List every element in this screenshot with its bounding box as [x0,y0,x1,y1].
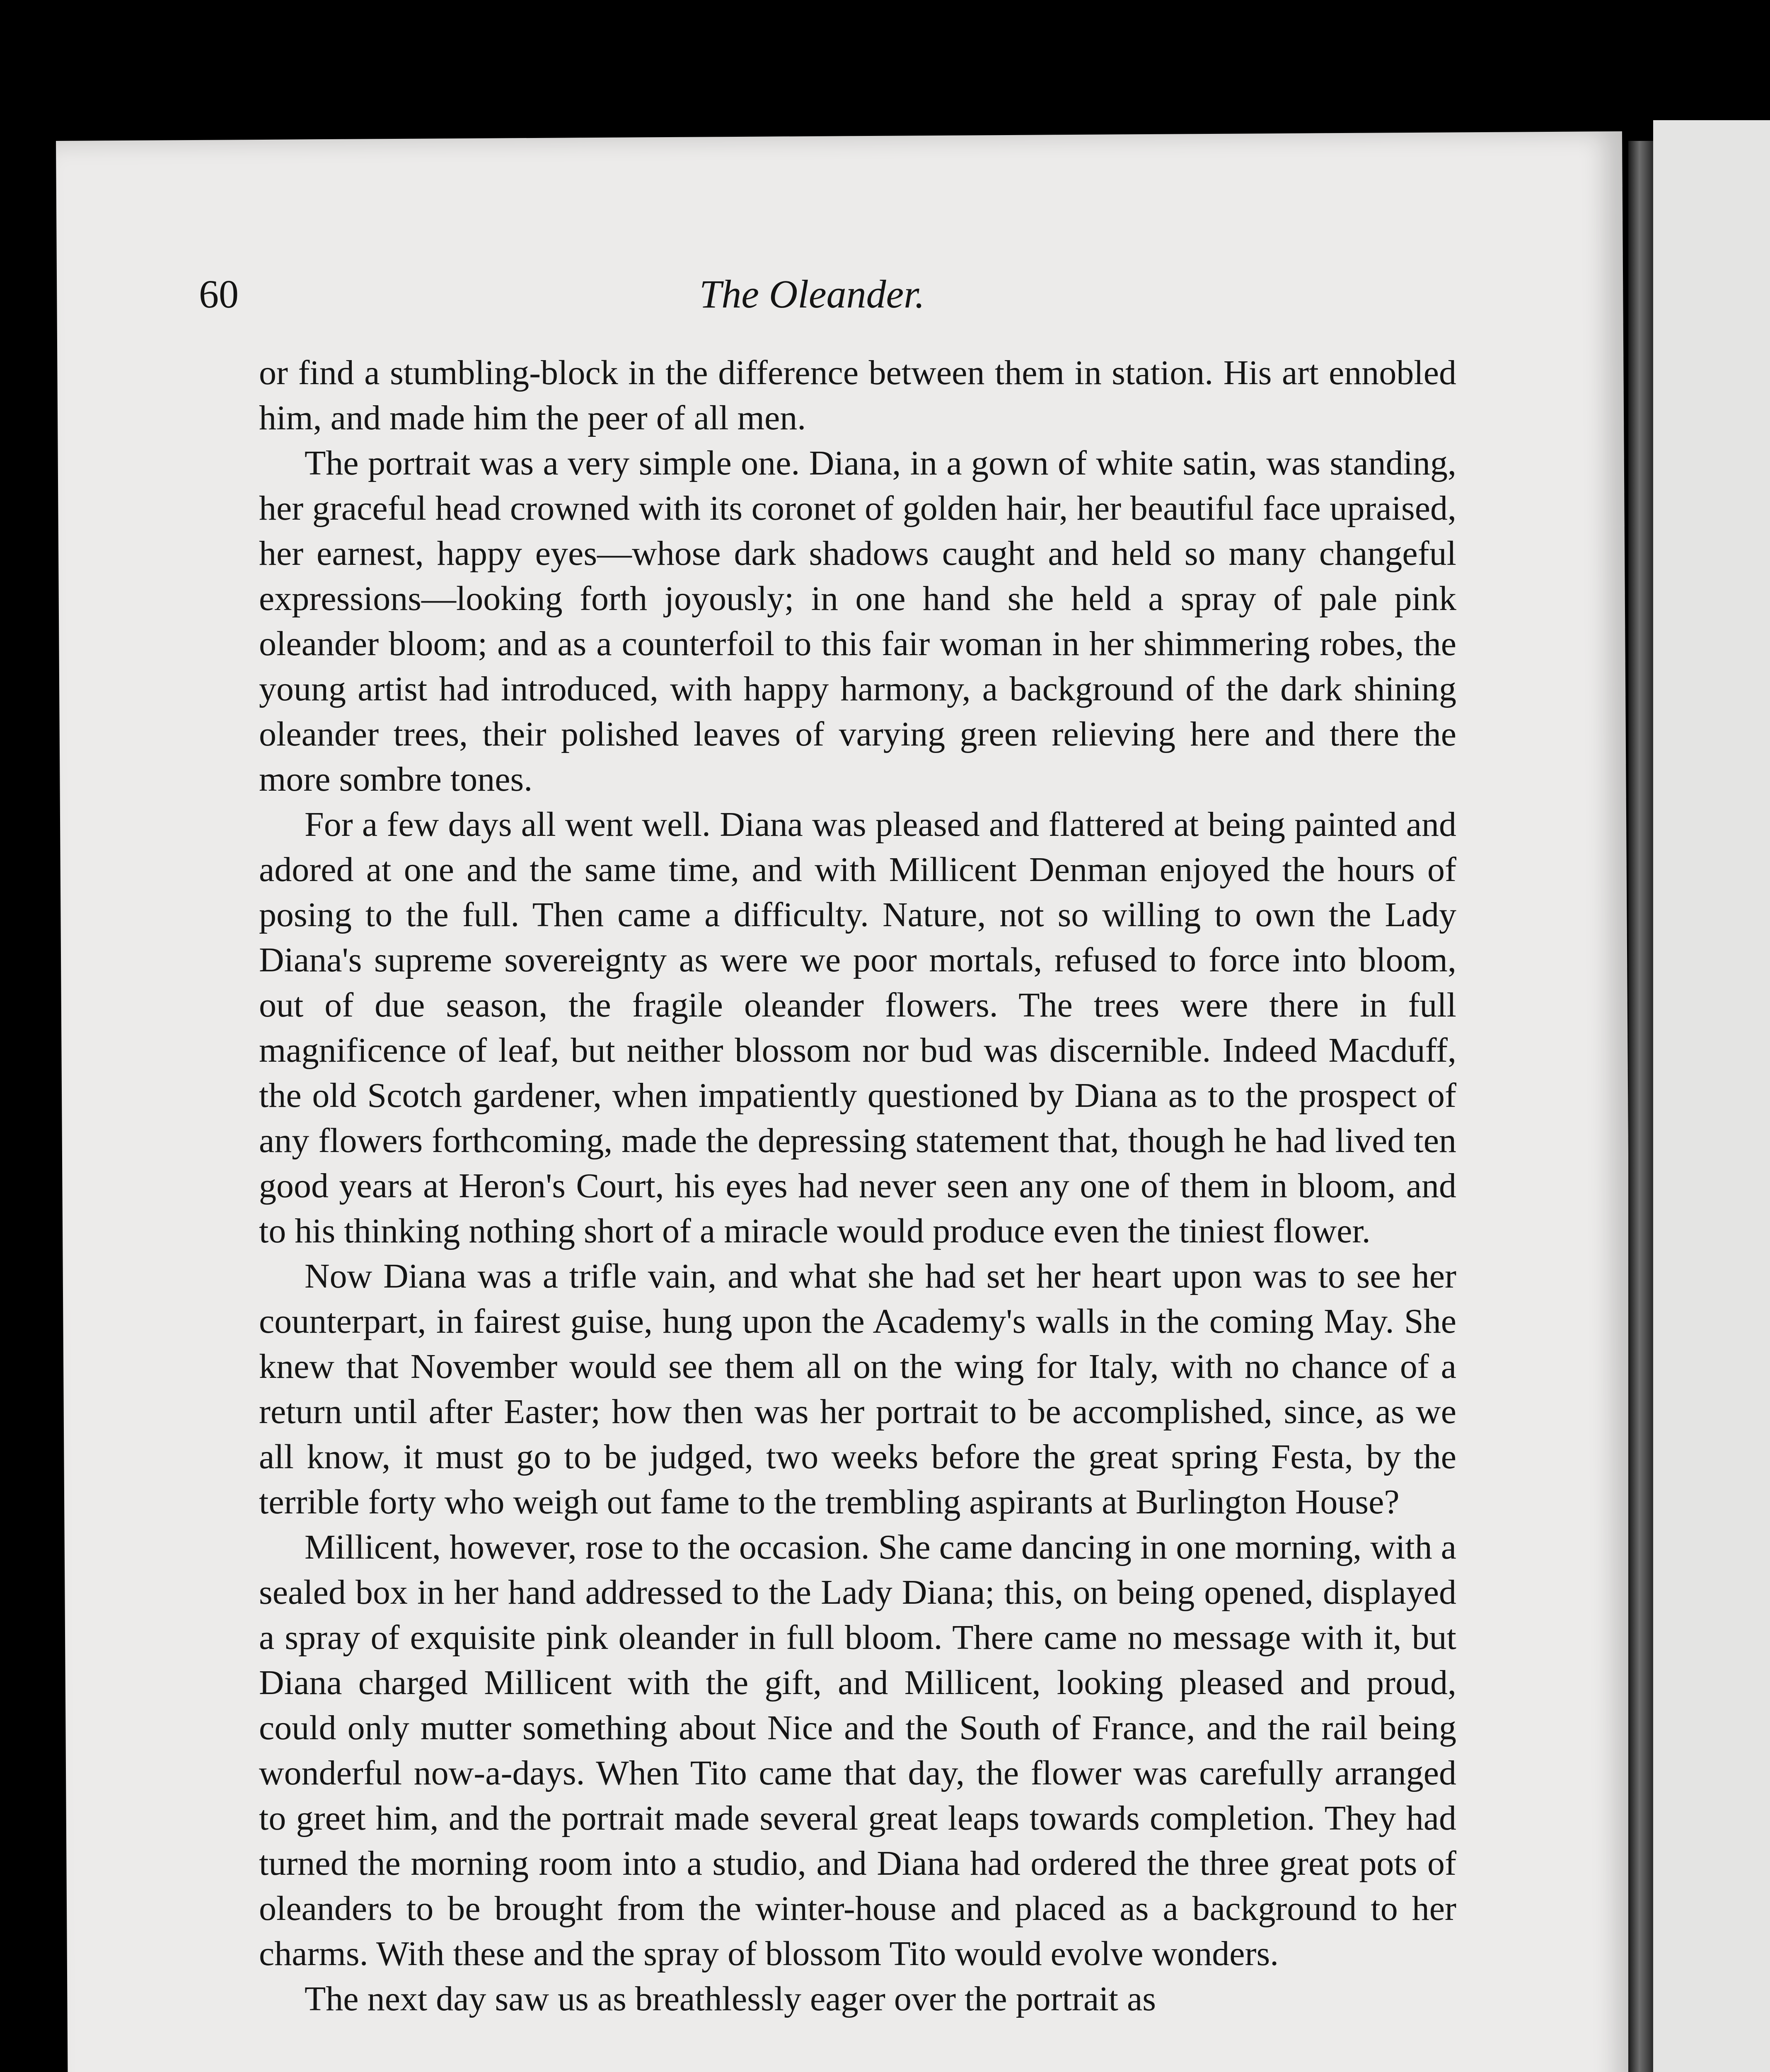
running-head [199,265,1425,323]
running-title: The Oleander. [699,272,925,316]
body-text [259,350,1456,2021]
book-gutter [1628,141,1653,2072]
paragraph: Now Diana was a trifle vain, and what she had set her heart upon was to see her counterpart, in fairest guise, hung upon the Academy's walls in the coming May. She knew that November would see them all on the wing for Italy, with no chance of a return until after Easter; how then was her portrait to be accomplished, since, as we all know, it must go to be judged, two weeks before the great spring Festa, by the terrible forty who weigh out fame to the trembling aspirants at Burlington House? [259,1257,1456,1521]
paragraph: Millicent, however, rose to the occasion. She came dancing in one morning, with a sealed box in her hand addressed to the Lady Diana; this, on being opened, displayed a spray of exquisite pink oleander in full bloom. There came no message with it, but Diana charged Millicent with the gift, and Millicent, looking pleased and proud, could only mutter something about Nice and the South of France, and the rail being wonderful now-a-days. When Tito came that day, the flower was carefully arranged to greet him, and the portrait made several great leaps towards completion. They had turned the morning room into a studio, and Diana had ordered the three great pots of oleanders to be brought from the winter-house and placed as a background to her charms. With these and the spray of blossom Tito would evolve wonders. [259,1528,1456,1973]
facing-page-edge [1653,120,1770,2072]
paragraph: For a few days all went well. Diana was pleased and flattered at being painted and adored at one and the same time, and with Millicent Denman enjoyed the hours of posing to the full. Then came a difficulty. Nature, not so willing to own the Lady Diana's supreme sovereignty as were we poor mortals, refused to force into bloom, out of due season, the fragile oleander flowers. The trees were there in full magnificence of leaf, but neither blossom nor bud was discernible. Indeed Macduff, the old Scotch gardener, when impatiently questioned by Diana as to the prospect of any flowers forthcoming, made the depressing statement that, though he had lived ten good years at Heron's Court, his eyes had never seen any one of them in bloom, and to his thinking nothing short of a miracle would produce even the tiniest flower. [259,805,1456,1250]
paragraph: The portrait was a very simple one. Diana, in a gown of white satin, was standing, her graceful head crowned with its coronet of golden hair, her beautiful face upraised, her earnest, happy eyes—whose dark shadows caught and held so many changeful expressions—looking forth joyously; in one hand she held a spray of pale pink oleander bloom; and as a counterfoil to this fair woman in her shimmering robes, the young artist had introduced, with happy harmony, a background of the dark shining oleander trees, their polished leaves of varying green relieving here and there the more sombre tones. [259,444,1456,799]
page-number: 60 [199,272,239,316]
paragraph: The next day saw us as breathlessly eager over the portrait as [305,1980,1156,2018]
paragraph-continued: or find a stumbling-block in the difference between them in station. His art ennobled him, and made him the peer of all men. [259,353,1456,437]
